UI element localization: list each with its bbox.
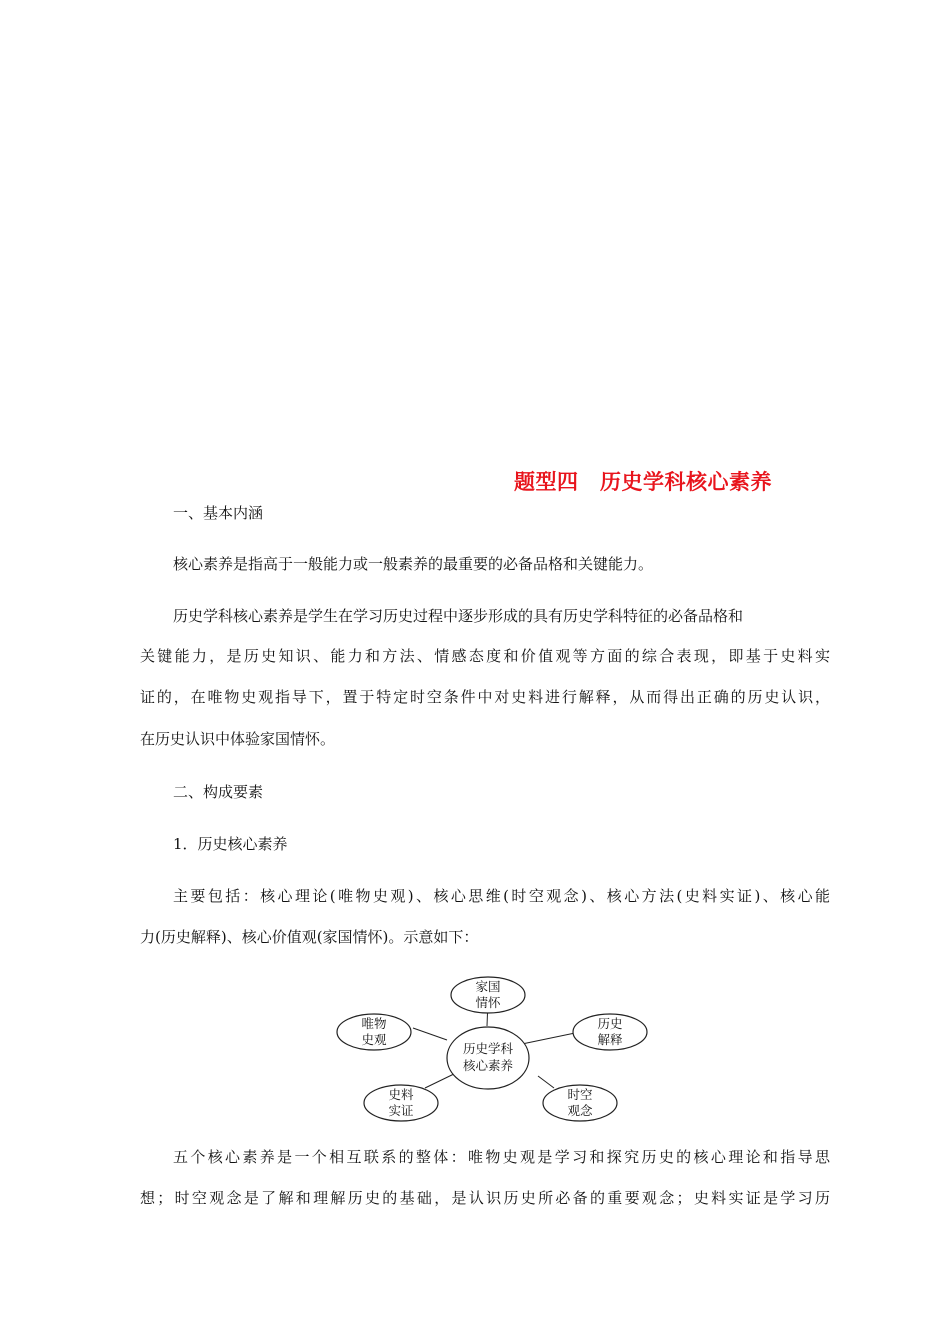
page-title: 题型四 历史学科核心素养: [514, 470, 772, 494]
connector-line: [538, 1076, 554, 1088]
paragraph-line: 五个核心素养是一个相互联系的整体：唯物史观是学习和探究历史的核心理论和指导思: [173, 1148, 830, 1166]
connector-line: [522, 1033, 575, 1044]
subheading-history-core-literacy: 1．历史核心素养: [173, 835, 288, 853]
section-heading-components: 二、构成要素: [173, 783, 264, 801]
center-label-line2: 核心素养: [462, 1058, 514, 1073]
paragraph-line: 想；时空观念是了解和理解历史的基础，是认识历史所必备的重要观念；史料实证是学习历: [140, 1189, 830, 1207]
paragraph-line: 历史学科核心素养是学生在学习历史过程中逐步形成的具有历史学科特征的必备品格和: [173, 607, 744, 625]
node-label-line1: 唯物: [361, 1016, 387, 1031]
node-label-line1: 时空: [567, 1087, 593, 1102]
node-label-line1: 史料: [388, 1087, 414, 1102]
node-label-line2: 观念: [567, 1103, 593, 1118]
section-heading-basic-meaning: 一、基本内涵: [173, 504, 264, 522]
node-label-line2: 解释: [597, 1032, 623, 1047]
node-label-line1: 家国: [475, 979, 501, 994]
core-literacy-diagram: [330, 970, 660, 1130]
node-label-line2: 情怀: [475, 995, 501, 1010]
node-label-line2: 实证: [388, 1103, 414, 1118]
paragraph-line: 在历史认识中体验家国情怀。: [140, 730, 336, 748]
paragraph-core-literacy-definition: 核心素养是指高于一般能力或一般素养的最重要的必备品格和关键能力。: [173, 555, 654, 573]
paragraph-line: 证的，在唯物史观指导下，置于特定时空条件中对史料进行解释，从而得出正确的历史认识，: [140, 688, 830, 706]
center-label-line1: 历史学科: [462, 1041, 514, 1056]
node-label-line1: 历史: [597, 1016, 623, 1031]
paragraph-line: 关键能力，是历史知识、能力和方法、情感态度和价值观等方面的综合表现，即基于史料实: [140, 647, 830, 665]
paragraph-line: 力(历史解释)、核心价值观(家国情怀)。示意如下：: [140, 928, 479, 946]
connector-line: [413, 1028, 447, 1040]
paragraph-line: 主要包括：核心理论(唯物史观)、核心思维(时空观念)、核心方法(史料实证)、核心能: [173, 887, 830, 905]
node-label-line2: 史观: [361, 1032, 387, 1047]
